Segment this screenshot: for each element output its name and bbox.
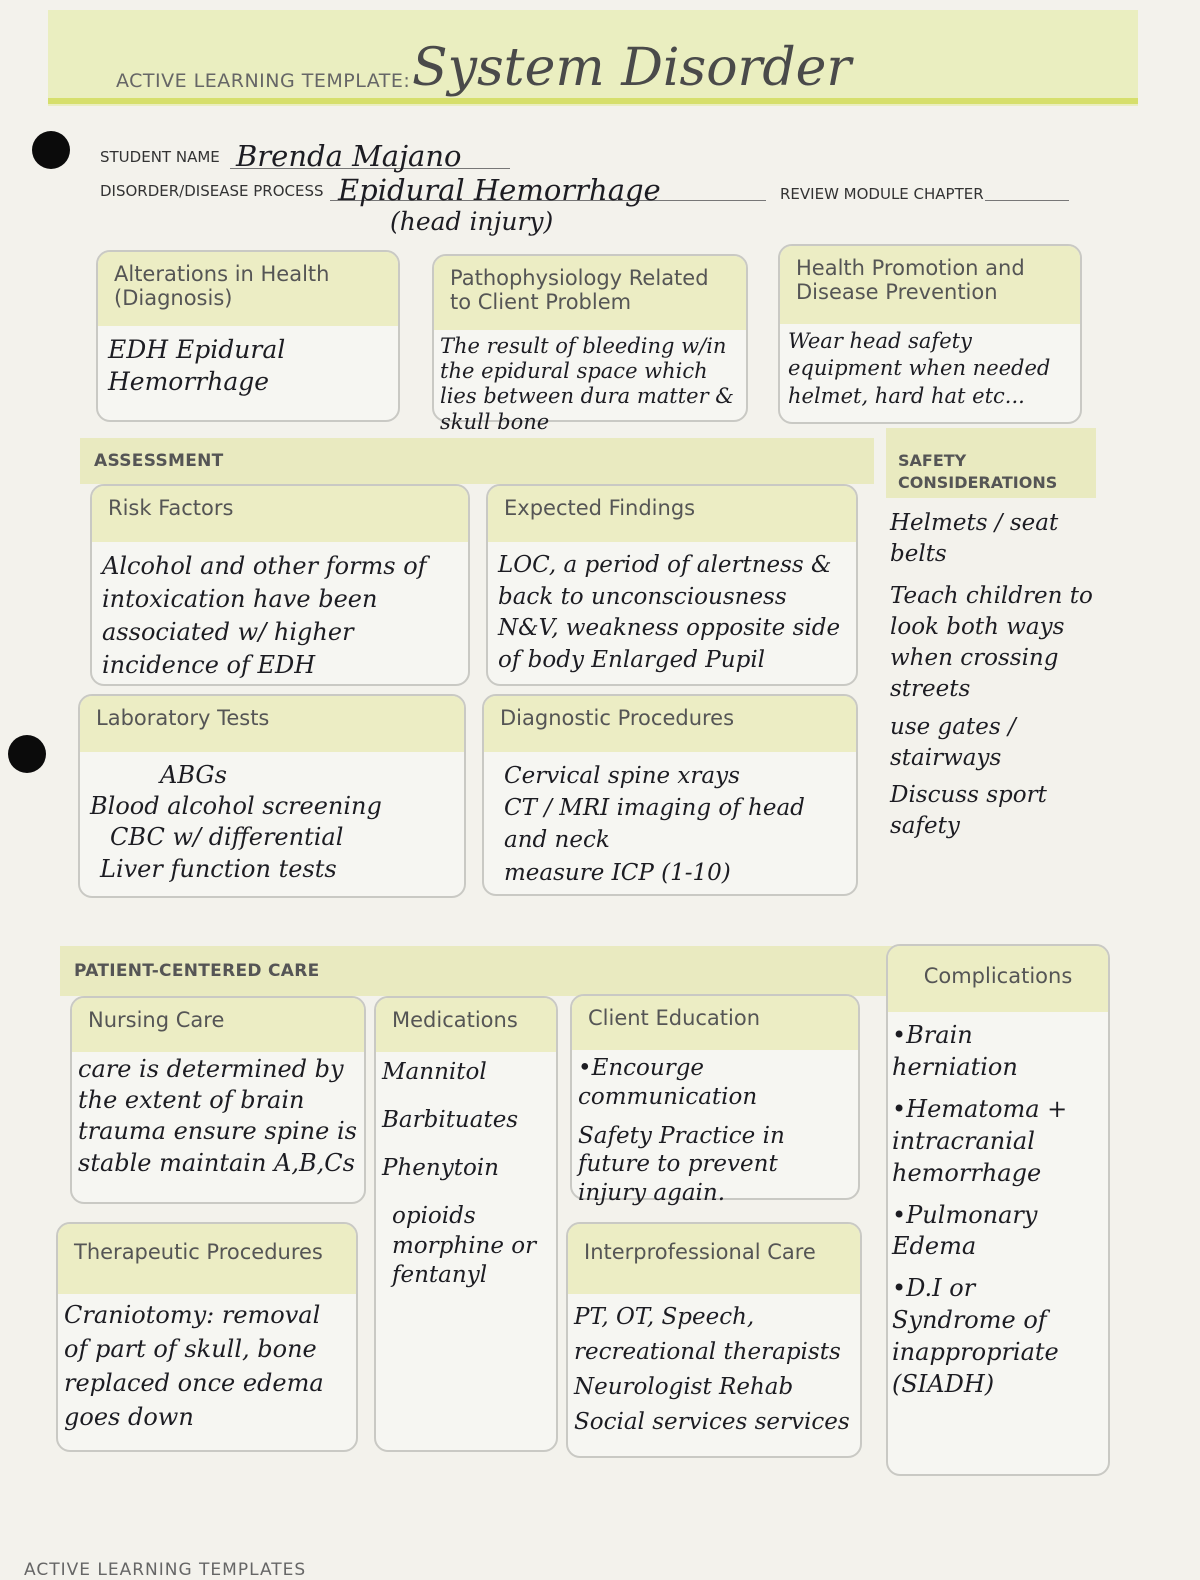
pathophysiology-box bbox=[432, 254, 748, 434]
complication-item: •Hematoma + intracranial hemorrhage bbox=[892, 1094, 1068, 1187]
therapeutic-procedures-title: Therapeutic Procedures bbox=[58, 1224, 356, 1294]
template-prefix: ACTIVE LEARNING TEMPLATE: bbox=[116, 70, 411, 92]
diagnostic-item: CT / MRI imaging of head and neck bbox=[504, 795, 805, 854]
laboratory-tests-list[interactable] bbox=[80, 752, 464, 893]
safety-item: Discuss sport safety bbox=[890, 782, 1047, 840]
review-module-underline bbox=[985, 200, 1069, 201]
disorder-value[interactable]: Epidural Hemorrhage bbox=[338, 173, 661, 207]
lab-test-item: Liver function tests bbox=[100, 854, 337, 883]
diagnostic-item: measure ICP (1-10) bbox=[504, 859, 731, 886]
medications-box bbox=[374, 996, 558, 1452]
complication-item: •D.I or Syndrome of inappropriate (SIADH) bbox=[892, 1274, 1059, 1399]
safety-label: SAFETY CONSIDERATIONS bbox=[898, 451, 1058, 493]
nursing-care-box bbox=[70, 996, 366, 1204]
pathophysiology-title: Pathophysiology Related to Client Problem bbox=[434, 256, 746, 330]
client-education-box bbox=[570, 994, 860, 1206]
safety-item: Helmets / seat belts bbox=[890, 510, 1059, 568]
health-promotion-box bbox=[778, 244, 1082, 424]
interprofessional-care-title: Interprofessional Care bbox=[568, 1224, 860, 1294]
lab-test-item: CBC w/ differential bbox=[110, 823, 344, 852]
client-education-list[interactable] bbox=[572, 1050, 858, 1212]
student-name-label: STUDENT NAME bbox=[100, 148, 220, 166]
client-education-item: •Encourge communication bbox=[578, 1055, 758, 1110]
safety-item: Teach children to look both ways when crossing streets bbox=[890, 582, 1093, 703]
expected-findings-box bbox=[486, 484, 858, 686]
lab-test-item: Blood alcohol screening bbox=[90, 792, 382, 821]
interprofessional-care-text[interactable]: PT, OT, Speech, recreational therapists Neurologist Rehab Social services services bbox=[574, 1304, 850, 1435]
medications-list[interactable] bbox=[376, 1052, 556, 1297]
complication-item: •Brain herniation bbox=[892, 1021, 1018, 1081]
laboratory-tests-title: Laboratory Tests bbox=[80, 696, 464, 752]
assessment-band bbox=[80, 438, 874, 484]
complications-box bbox=[886, 944, 1110, 1476]
assessment-label: ASSESSMENT bbox=[94, 451, 224, 471]
student-name-value[interactable]: Brenda Majano bbox=[236, 139, 462, 173]
binder-punch-hole-top bbox=[32, 131, 70, 169]
pathophysiology-text[interactable]: The result of bleeding w/in the epidural space which lies between dura matter & skull bone bbox=[440, 334, 734, 434]
footer-text: ACTIVE LEARNING TEMPLATES bbox=[24, 1560, 307, 1580]
diagnostic-procedures-list[interactable] bbox=[484, 752, 856, 897]
expected-findings-text[interactable]: LOC, a period of alertness & back to unconsciousness N&V, weakness opposite side of body Enlarged Pupil bbox=[498, 552, 841, 674]
health-promotion-text[interactable]: Wear head safety equipment when needed helmet, hard hat etc... bbox=[788, 329, 1051, 408]
expected-findings-title: Expected Findings bbox=[488, 486, 856, 542]
diagnostic-procedures-title: Diagnostic Procedures bbox=[484, 696, 856, 752]
patient-centered-care-band bbox=[60, 946, 894, 996]
binder-punch-hole-middle bbox=[8, 735, 46, 773]
alterations-title: Alterations in Health (Diagnosis) bbox=[98, 252, 398, 326]
disorder-value-subline: (head injury) bbox=[390, 207, 554, 236]
page-title: System Disorder bbox=[412, 38, 852, 98]
review-module-label: REVIEW MODULE CHAPTER bbox=[780, 185, 984, 203]
medication-item: opioids morphine or fentanyl bbox=[392, 1202, 537, 1289]
interprofessional-care-box bbox=[566, 1222, 862, 1458]
medications-title: Medications bbox=[376, 998, 556, 1052]
complication-item: •Pulmonary Edema bbox=[892, 1200, 1038, 1261]
diagnostic-procedures-box bbox=[482, 694, 858, 896]
health-promotion-title: Health Promotion and Disease Prevention bbox=[780, 246, 1080, 324]
safety-item: use gates / stairways bbox=[890, 713, 1016, 771]
client-education-item: Safety Practice in future to prevent injury again. bbox=[578, 1122, 785, 1206]
safety-list[interactable] bbox=[890, 508, 1122, 843]
risk-factors-text[interactable]: Alcohol and other forms of intoxication have been associated w/ higher incidence of EDH bbox=[102, 552, 427, 680]
header-rule bbox=[48, 98, 1138, 104]
complications-title: Complications bbox=[888, 946, 1108, 1012]
risk-factors-title: Risk Factors bbox=[92, 486, 468, 542]
alterations-text[interactable]: EDH Epidural Hemorrhage bbox=[108, 335, 286, 396]
alterations-box bbox=[96, 250, 400, 422]
laboratory-tests-box bbox=[78, 694, 466, 898]
complications-list[interactable] bbox=[888, 1012, 1108, 1409]
diagnostic-item: Cervical spine xrays bbox=[504, 763, 740, 789]
client-education-title: Client Education bbox=[572, 996, 858, 1050]
medication-item: Mannitol bbox=[382, 1059, 487, 1085]
therapeutic-procedures-box bbox=[56, 1222, 358, 1452]
risk-factors-box bbox=[90, 484, 470, 686]
nursing-care-title: Nursing Care bbox=[72, 998, 364, 1052]
medication-item: Barbituates bbox=[382, 1106, 519, 1133]
patient-centered-care-label: PATIENT-CENTERED CARE bbox=[74, 961, 320, 981]
disorder-label: DISORDER/DISEASE PROCESS bbox=[100, 182, 324, 200]
lab-test-item: ABGs bbox=[160, 761, 227, 789]
nursing-care-text[interactable]: care is determined by the extent of brain trauma ensure spine is stable maintain A,B,Cs bbox=[78, 1055, 357, 1177]
therapeutic-procedures-text[interactable]: Craniotomy: removal of part of skull, bone replaced once edema goes down bbox=[64, 1301, 324, 1432]
medication-item: Phenytoin bbox=[382, 1154, 499, 1181]
